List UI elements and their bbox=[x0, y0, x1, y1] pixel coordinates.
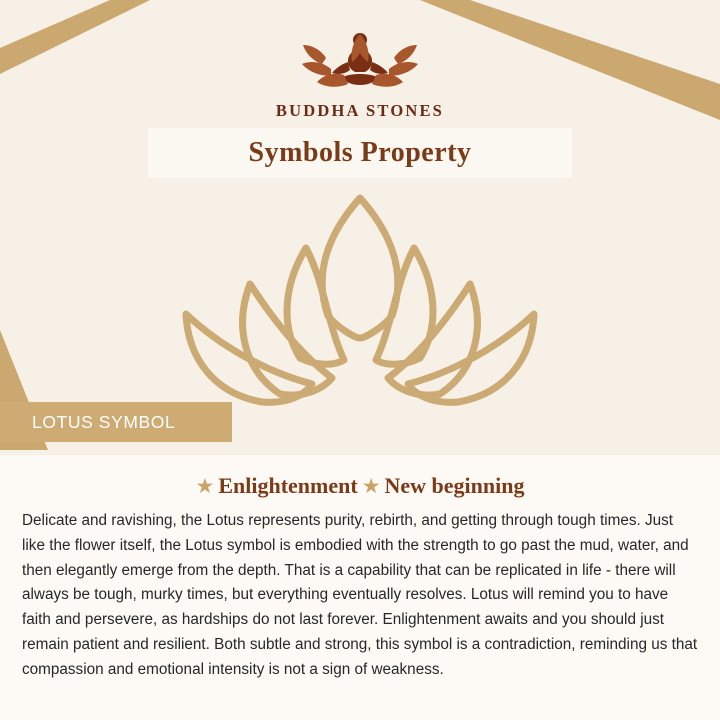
subtitle-row bbox=[20, 473, 700, 499]
brand-name: BUDDHA STONES bbox=[275, 101, 445, 120]
page-title: Symbols Property bbox=[248, 137, 472, 168]
subtitle-enlightenment: Enlightenment bbox=[218, 473, 358, 498]
brand-logo bbox=[0, 26, 720, 121]
description-paragraph: Delicate and ravishing, the Lotus represents purity, rebirth, and getting through tough times. Just like the flower itself, the Lotus symbol is embodied with the strength to go past the mud, water, and then elegantly emerge from the depth. That is a capability that can be replicated in life - there will always be tough, murky times, but everything eventually resolves. Lotus will remind you to have faith and persevere, as hardships do not last forever. Enlightenment awaits and you should just remain patient and resilient. Both subtle and strong, this symbol is a contradiction, reminding us that compassion and emotional intensity is not a sign of weakness. bbox=[22, 512, 698, 678]
star-icon-right: ★ bbox=[361, 474, 381, 498]
hero-lotus-illustration bbox=[0, 186, 720, 416]
star-icon-left: ★ bbox=[195, 474, 215, 498]
lotus-symbol-label-text: LOTUS SYMBOL bbox=[32, 411, 176, 432]
description-panel bbox=[0, 455, 720, 720]
subtitle-new-beginning: New beginning bbox=[384, 473, 525, 498]
lotus-meditation-figure-icon bbox=[0, 26, 720, 98]
title-banner bbox=[148, 128, 572, 178]
lotus-symbol-label bbox=[0, 402, 232, 442]
